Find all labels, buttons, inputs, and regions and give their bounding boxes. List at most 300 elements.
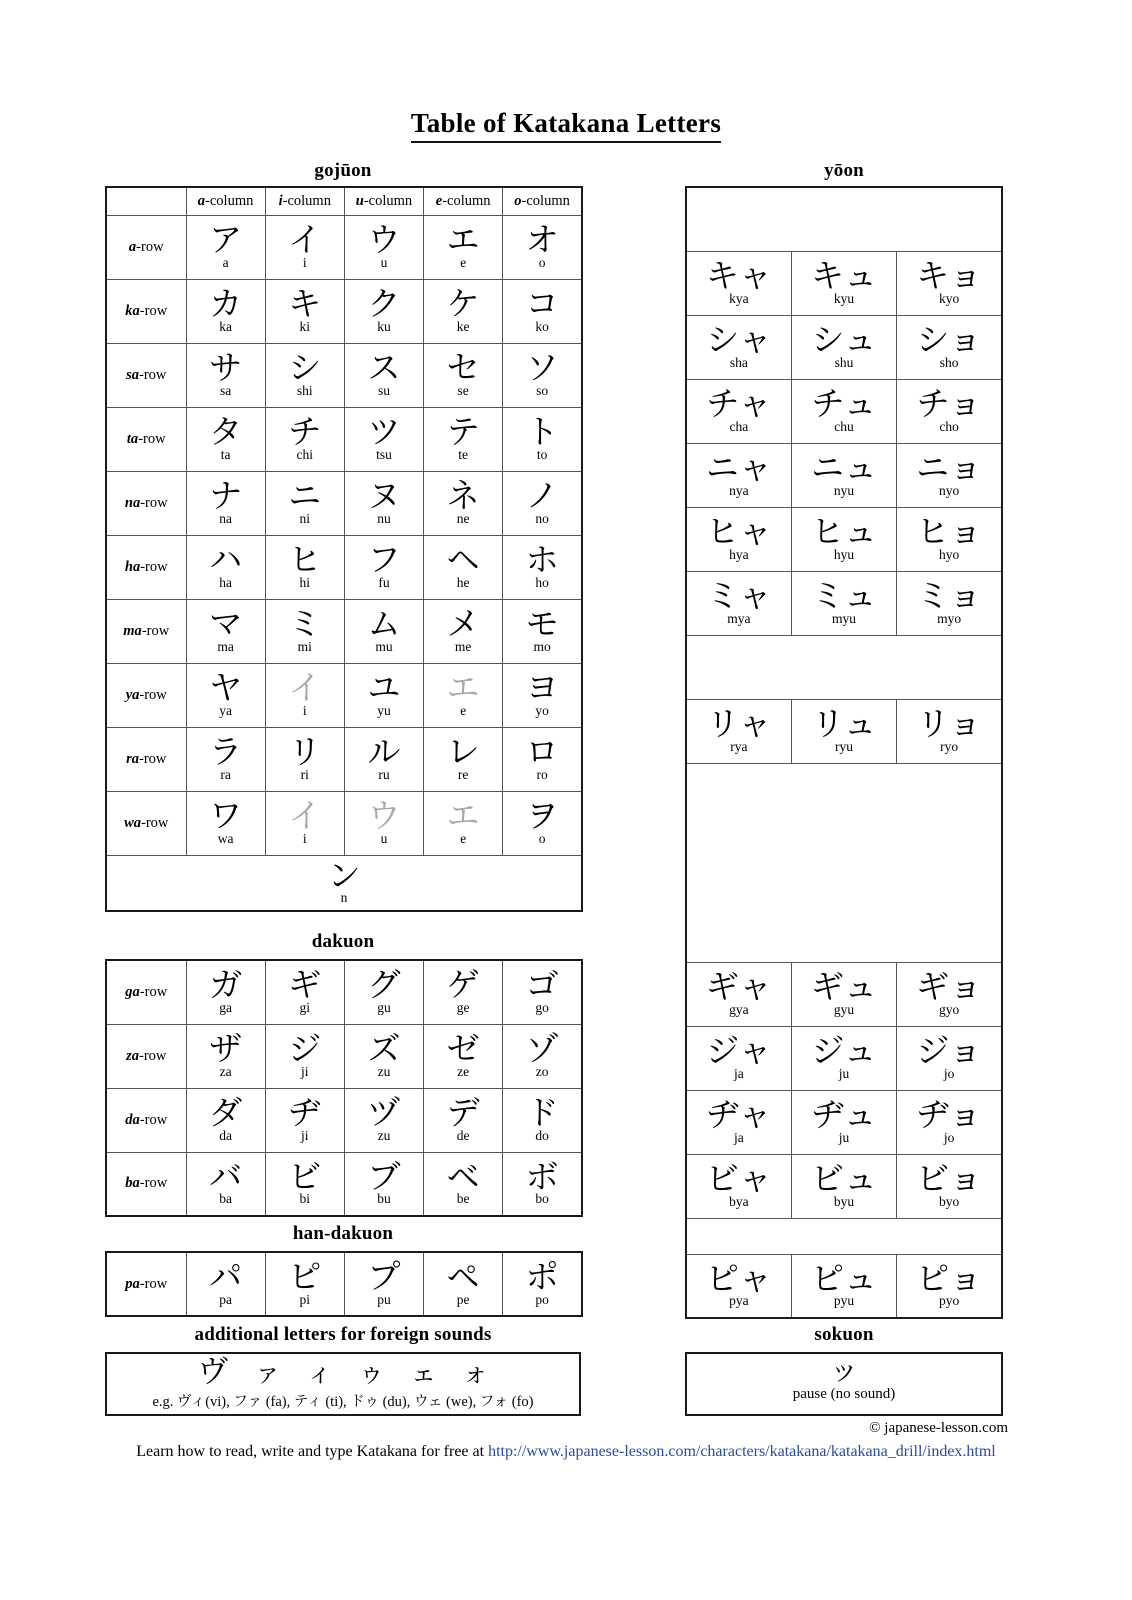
kana-cell [503,1152,582,1216]
row-label-kana: ta [126,430,139,447]
gojuon-table [105,186,583,912]
romaji-label: bo [535,1191,549,1207]
table-row [106,599,582,663]
romaji-label: zu [377,1063,391,1079]
kana-cell [424,960,503,1024]
kana-glyph: ビャ [705,1159,772,1199]
kana-glyph: バ [209,1156,243,1196]
romaji-label: pyu [833,1293,855,1309]
spacer-cell [686,763,1002,962]
foreign-letter-small-4: ォ [462,1359,489,1389]
row-label-kana: da [125,1111,140,1128]
romaji-label: zu [377,1127,391,1143]
spacer-row [686,635,1002,699]
footer-learn-line [0,1443,1132,1461]
kana-cell [686,251,791,315]
kana-cell [186,1024,265,1088]
kana-glyph: マ [209,604,243,644]
kana-cell [686,1026,791,1090]
footer-learn-prefix: Learn how to read, write and type Katakana for free at [136,1443,489,1460]
kana-cell [424,407,503,471]
romaji-label: se [457,382,469,398]
kana-cell [344,215,423,279]
kana-cell [424,663,503,727]
kana-glyph: ピュ [810,1258,877,1298]
sokuon-cell [686,1353,1002,1415]
kana-glyph: ビ [288,1156,322,1196]
kana-glyph: モ [525,604,559,644]
kana-cell [265,1252,344,1316]
kana-glyph: イ [288,796,322,836]
column-header-i: i-column [265,187,344,215]
kana-cell [186,343,265,407]
kana-cell [503,407,582,471]
kana-cell [686,507,791,571]
kana-glyph: デ [446,1093,480,1133]
kana-glyph: ン [327,855,361,895]
kana-glyph: ヒ [288,540,322,580]
kana-glyph: パ [209,1257,243,1297]
kana-glyph: ネ [446,476,480,516]
kana-cell [686,699,791,763]
kana-cell [344,791,423,855]
romaji-label: bya [729,1193,749,1209]
romaji-label: u [380,254,388,270]
kana-glyph: ア [209,220,243,260]
romaji-label: re [457,766,469,782]
kana-cell [186,1252,265,1316]
kana-glyph: ボ [525,1156,559,1196]
kana-cell [265,471,344,535]
table-row [106,1152,582,1216]
kana-cell [503,535,582,599]
kana-cell [686,962,791,1026]
kana-glyph: キョ [916,256,983,296]
romaji-label: be [456,1191,470,1207]
kana-glyph: カ [209,284,243,324]
row-label-kana: ba [125,1175,140,1192]
romaji-label: ne [456,510,470,526]
row-label-na: na-row [106,471,186,535]
row-label-pa: pa-row [106,1252,186,1316]
romaji-label: a [222,254,229,270]
kana-glyph: ギ [288,965,322,1005]
romaji-label: i [302,254,307,270]
romaji-label: e [460,254,467,270]
table-row [686,251,1002,315]
romaji-label: yu [377,702,391,718]
kana-cell [791,699,896,763]
romaji-label: jo [943,1129,955,1145]
romaji-label: su [377,382,390,398]
kana-glyph: ス [367,348,401,388]
spacer-row [686,187,1002,251]
kana-glyph: リ [288,732,322,772]
table-row [106,471,582,535]
kana-glyph: ウ [367,796,401,836]
romaji-label: sho [939,354,959,370]
kana-glyph: ソ [525,348,559,388]
kana-glyph: キャ [705,256,772,296]
romaji-label: pya [729,1293,749,1309]
romaji-label: ji [301,1127,309,1143]
kana-glyph: ガ [209,965,243,1005]
kana-glyph: フ [367,540,401,580]
kana-glyph: ツ [367,412,401,452]
kana-cell [897,379,1002,443]
table-row [106,279,582,343]
kana-cell [265,1024,344,1088]
kana-cell [344,599,423,663]
romaji-label: shu [834,354,854,370]
kana-cell [186,471,265,535]
row-label-kana: a [128,238,137,255]
kana-cell [424,1088,503,1152]
kana-glyph: リョ [916,704,982,744]
romaji-label: ha [219,574,232,590]
romaji-label: hya [729,546,749,562]
kana-cell [265,535,344,599]
kana-glyph: ヂュ [811,1095,877,1135]
table-row [686,571,1002,635]
romaji-label: pe [456,1291,470,1307]
caption-han-dakuon: han-dakuon [292,1223,394,1244]
romaji-label: pu [377,1291,391,1307]
kana-glyph: ジュ [811,1031,877,1071]
romaji-label: o [538,830,546,846]
n-row [106,855,582,911]
romaji-label: e [460,830,467,846]
row-label-kana: za [126,1047,139,1064]
kana-glyph: ミュ [811,576,877,616]
kana-cell [503,960,582,1024]
kana-cell [897,1254,1002,1318]
kana-glyph: ミョ [916,576,982,616]
kana-glyph: テ [446,412,480,452]
dakuon-table [105,959,583,1217]
kana-cell [897,962,1002,1026]
kana-glyph: ゼ [446,1029,480,1069]
kana-cell [344,1252,423,1316]
kana-glyph: ジ [288,1029,322,1069]
kana-glyph: チョ [916,384,982,424]
row-label-ga: ga-row [106,960,186,1024]
romaji-label: go [535,999,549,1015]
kana-cell [686,571,791,635]
romaji-label: rya [730,738,748,754]
romaji-label: hyu [833,546,855,562]
romaji-label: kya [729,290,749,306]
sokuon-table [685,1352,1003,1416]
romaji-label: da [219,1127,232,1143]
kana-glyph: ケ [446,284,480,324]
kana-cell [265,343,344,407]
foreign-sounds-table [105,1352,581,1416]
table-row [106,1088,582,1152]
kana-cell [897,315,1002,379]
row-label-kana: ma [123,622,142,639]
page-title-text: Table of Katakana Letters [411,108,721,143]
column-header-a: a-column [186,187,265,215]
kana-glyph: タ [209,412,243,452]
kana-cell [265,279,344,343]
row-label-kana: ga [125,983,140,1000]
caption-foreign-sounds: additional letters for foreign sounds [194,1324,492,1345]
kana-cell [344,279,423,343]
kana-cell [186,407,265,471]
kana-cell [186,791,265,855]
kana-glyph: エ [446,668,480,708]
row-label-kana: ha [124,558,141,575]
romaji-label: ni [299,510,311,526]
kana-glyph: ジャ [706,1031,772,1071]
row-label-kana: na [124,494,141,511]
kana-cell [186,1088,265,1152]
kana-cell [344,663,423,727]
romaji-label: nya [729,482,749,498]
copyright-text: © japanese-lesson.com [869,1420,1008,1436]
romaji-label: mu [375,638,393,654]
table-row [106,791,582,855]
kana-glyph: ワ [209,796,243,836]
kana-cell [791,962,896,1026]
kana-glyph: ニャ [705,448,772,488]
table-row [106,407,582,471]
kana-glyph: ヘ [446,540,480,580]
kana-glyph: ユ [367,668,401,708]
kana-cell [186,1152,265,1216]
kana-glyph: イ [288,220,322,260]
column-header-e: e-column [424,187,503,215]
kana-cell [686,315,791,379]
kana-cell [265,663,344,727]
kana-glyph: ミ [288,604,322,644]
kana-glyph: ウ [367,220,401,260]
kana-glyph: ロ [525,732,559,772]
romaji-label: hi [299,574,311,590]
romaji-label: cho [939,418,959,434]
kana-glyph: リャ [706,704,772,744]
page-title [0,108,1132,139]
foreign-cell [106,1353,580,1415]
kana-cell [897,1026,1002,1090]
kana-glyph: チュ [811,384,877,424]
spacer-row [686,763,1002,962]
romaji-label: ka [219,318,232,334]
kana-glyph: ニョ [916,448,983,488]
kana-glyph: チ [288,412,322,452]
kana-glyph: チャ [706,384,772,424]
romaji-label: byu [833,1193,855,1209]
romaji-label: za [219,1063,232,1079]
kana-cell [186,279,265,343]
romaji-label: kyu [833,290,855,306]
kana-cell [344,1088,423,1152]
row-label-kana: sa [126,366,139,383]
romaji-label: me [454,638,472,654]
kana-cell [503,343,582,407]
row-label-za: za-row [106,1024,186,1088]
romaji-label: mya [727,610,751,626]
romaji-label: gi [299,999,311,1015]
row-label-ma: ma-row [106,599,186,663]
kana-glyph: ニ [288,476,322,516]
kana-glyph: ヂョ [916,1095,982,1135]
romaji-label: ko [535,318,549,334]
kana-cell [897,1154,1002,1218]
table-row [106,1024,582,1088]
table-row [686,1090,1002,1154]
romaji-label: ge [456,999,470,1015]
romaji-label: ze [457,1063,470,1079]
table-row [106,215,582,279]
kana-glyph: ヅ [367,1093,401,1133]
romaji-label: i [302,830,307,846]
kana-cell [897,507,1002,571]
romaji-label: mo [533,638,551,654]
kana-cell [265,960,344,1024]
kana-cell [686,1254,791,1318]
kana-cell [186,960,265,1024]
romaji-label: cha [729,418,749,434]
kana-glyph: ショ [916,320,982,360]
kana-cell [686,1090,791,1154]
kana-cell [897,1090,1002,1154]
foreign-letters-row [107,1354,579,1388]
kana-glyph: ヨ [525,668,559,708]
spacer-cell [686,1218,1002,1254]
table-row [686,1254,1002,1318]
table-row [686,1154,1002,1218]
kana-glyph: ピャ [705,1258,772,1298]
row-label-ta: ta-row [106,407,186,471]
kana-glyph: オ [525,220,559,260]
table-row [686,699,1002,763]
romaji-label: do [535,1127,549,1143]
kana-cell [503,727,582,791]
romaji-label: pyo [938,1293,960,1309]
foreign-letter-small-1: ィ [306,1359,333,1389]
kana-cell [503,1024,582,1088]
kana-glyph: ル [367,732,401,772]
kana-glyph: ヲ [525,796,559,836]
romaji-label: mi [297,638,312,654]
kana-cell [791,1026,896,1090]
kana-cell [186,663,265,727]
kana-glyph: グ [367,965,401,1005]
kana-glyph: ダ [209,1093,243,1133]
kana-glyph: ゾ [525,1029,559,1069]
kana-cell [344,343,423,407]
romaji-label: o [538,254,546,270]
romaji-label: bi [299,1191,311,1207]
table-row [106,663,582,727]
romaji-label: ya [219,702,232,718]
footer-url-link[interactable]: http://www.japanese-lesson.com/characters/katakana/katakana_drill/index.html [488,1443,996,1460]
kana-cell [791,443,896,507]
kana-glyph: ニュ [810,448,877,488]
kana-cell [503,1088,582,1152]
kana-glyph: ノ [525,476,559,516]
kana-cell [424,343,503,407]
romaji-label: ryu [834,738,853,754]
kana-glyph: ゴ [525,965,559,1005]
romaji-label: ta [220,446,231,462]
romaji-label: e [460,702,467,718]
kana-cell [686,1154,791,1218]
romaji-label: byo [938,1193,960,1209]
kana-glyph: ヒャ [705,512,772,552]
kana-glyph: リュ [811,704,877,744]
kana-glyph: ベ [446,1156,480,1196]
row-label-ba: ba-row [106,1152,186,1216]
kana-cell [344,727,423,791]
row-label-kana: wa [124,814,142,831]
kana-glyph: ヌ [367,476,401,516]
kana-glyph: ド [525,1093,559,1133]
kana-cell [186,535,265,599]
kana-glyph: ペ [446,1257,480,1297]
kana-glyph: ヒュ [810,512,877,552]
kana-glyph: ハ [209,540,243,580]
caption-gojuon: gojūon [314,160,372,181]
kana-cell [503,663,582,727]
column-header-vowel: a [197,192,206,209]
kana-cell [424,1152,503,1216]
column-header-vowel: e [435,192,443,209]
romaji-label: ja [734,1065,744,1081]
kana-glyph: ギャ [705,967,772,1007]
romaji-label: bu [377,1191,391,1207]
spacer-cell [686,635,1002,699]
romaji-label: ju [838,1065,850,1081]
kana-cell [265,407,344,471]
romaji-label: ku [377,318,391,334]
kana-glyph: メ [446,604,480,644]
romaji-label: ke [456,318,470,334]
row-label-ka: ka-row [106,279,186,343]
kana-cell [897,251,1002,315]
kana-cell [503,599,582,663]
kana-glyph: ビョ [916,1159,983,1199]
kana-glyph: ギョ [916,967,983,1007]
romaji-label: po [535,1291,549,1307]
kana-cell [897,443,1002,507]
romaji-label: he [456,574,470,590]
column-header-u: u-column [344,187,423,215]
kana-glyph: ズ [367,1029,401,1069]
kana-cell [344,1152,423,1216]
kana-glyph: セ [446,348,480,388]
romaji-label: ki [299,318,311,334]
row-label-ha: ha-row [106,535,186,599]
kana-cell [686,379,791,443]
romaji-label: kyo [938,290,960,306]
romaji-label: so [536,382,549,398]
romaji-label: ru [378,766,390,782]
kana-cell [265,1152,344,1216]
romaji-label: wa [217,830,234,846]
table-row [686,1026,1002,1090]
column-header-o: o-column [503,187,582,215]
column-header-vowel: o [514,192,522,209]
kana-cell [503,215,582,279]
table-row [106,1252,582,1316]
kana-glyph: ゲ [446,965,480,1005]
kana-cell [791,379,896,443]
romaji-label: de [456,1127,470,1143]
kana-glyph: サ [209,348,243,388]
